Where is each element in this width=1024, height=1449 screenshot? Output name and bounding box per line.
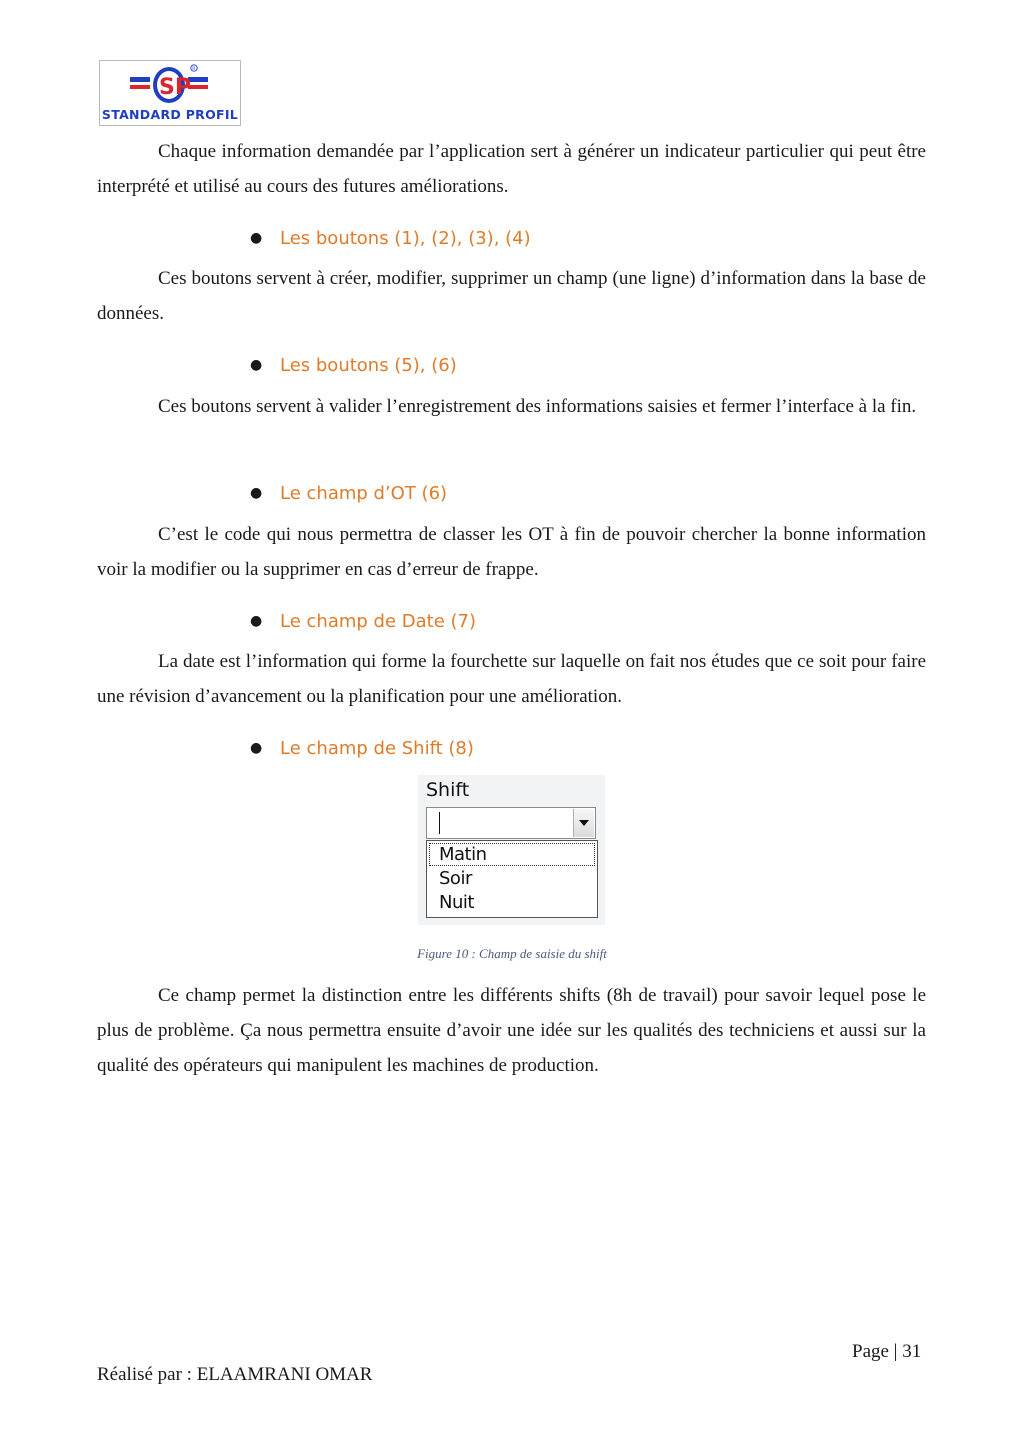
figure-caption: Figure 10 : Champ de saisie du shift [417, 946, 607, 961]
bullet-shift-field: ● Le champ de Shift (8) [250, 735, 474, 762]
bullet-icon: ● [250, 740, 263, 756]
figure-shift-combobox [418, 775, 605, 925]
svg-text:SP: SP [159, 75, 191, 100]
bullet-buttons-1-4: ● Les boutons (1), (2), (3), (4) [250, 225, 531, 252]
sp-monogram-icon [100, 61, 240, 109]
paragraph-buttons-validate: Ces boutons servent à valider l’enregistrement des informations saisies et fermer l’interface à la fin. [158, 396, 917, 417]
paragraph-date-field: La date est l’information qui forme la fourchette sur laquelle on fait nos études que ce soit pour faire une révision d’avancement ou la planification pour une amélioration. [97, 651, 926, 707]
svg-text:R: R [192, 67, 196, 73]
company-logo [99, 60, 241, 126]
bullet-icon: ● [250, 485, 263, 501]
logo-text: STANDARD PROFIL [101, 107, 239, 122]
shift-option-soir[interactable]: Soir [439, 868, 472, 889]
paragraph-buttons-crud: Ces boutons servent à créer, modifier, supprimer un champ (une ligne) d’information dans la base de données. [97, 268, 926, 324]
shift-option-nuit[interactable]: Nuit [439, 892, 474, 913]
shift-option-matin[interactable]: Matin [430, 844, 594, 865]
author-credit: Réalisé par : ELAAMRANI OMAR [97, 1364, 373, 1385]
bullet-icon: ● [250, 357, 263, 373]
bullet-icon: ● [250, 613, 263, 629]
bullet-ot-field: ● Le champ d’OT (6) [250, 480, 447, 507]
bullet-date-field: ● Le champ de Date (7) [250, 608, 476, 635]
bullet-icon: ● [250, 230, 263, 246]
page-number: Page | 31 [852, 1341, 922, 1362]
shift-label: Shift [426, 779, 470, 801]
paragraph-intro: Chaque information demandée par l’application sert à générer un indicateur particulier qui peut être interprété et utilisé au cours des futures améliorations. [97, 141, 926, 197]
chevron-down-icon [579, 820, 589, 826]
shift-dropdown-list [426, 840, 598, 918]
dropdown-button[interactable] [573, 809, 594, 837]
shift-select[interactable] [426, 807, 596, 839]
bullet-buttons-5-6: ● Les boutons (5), (6) [250, 352, 457, 379]
text-cursor [439, 812, 440, 834]
paragraph-shift-field: Ce champ permet la distinction entre les différents shifts (8h de travail) pour savoir lequel pose le plus de problème. Ça nous permettra ensuite d’avoir une idée sur les qualités des techniciens et aussi sur la qualité des opérateurs qui manipulent les machines de production. [97, 985, 926, 1076]
paragraph-ot-field: C’est le code qui nous permettra de classer les OT à fin de pouvoir chercher la bonne information voir la modifier ou la supprimer en cas d’erreur de frappe. [97, 524, 926, 580]
